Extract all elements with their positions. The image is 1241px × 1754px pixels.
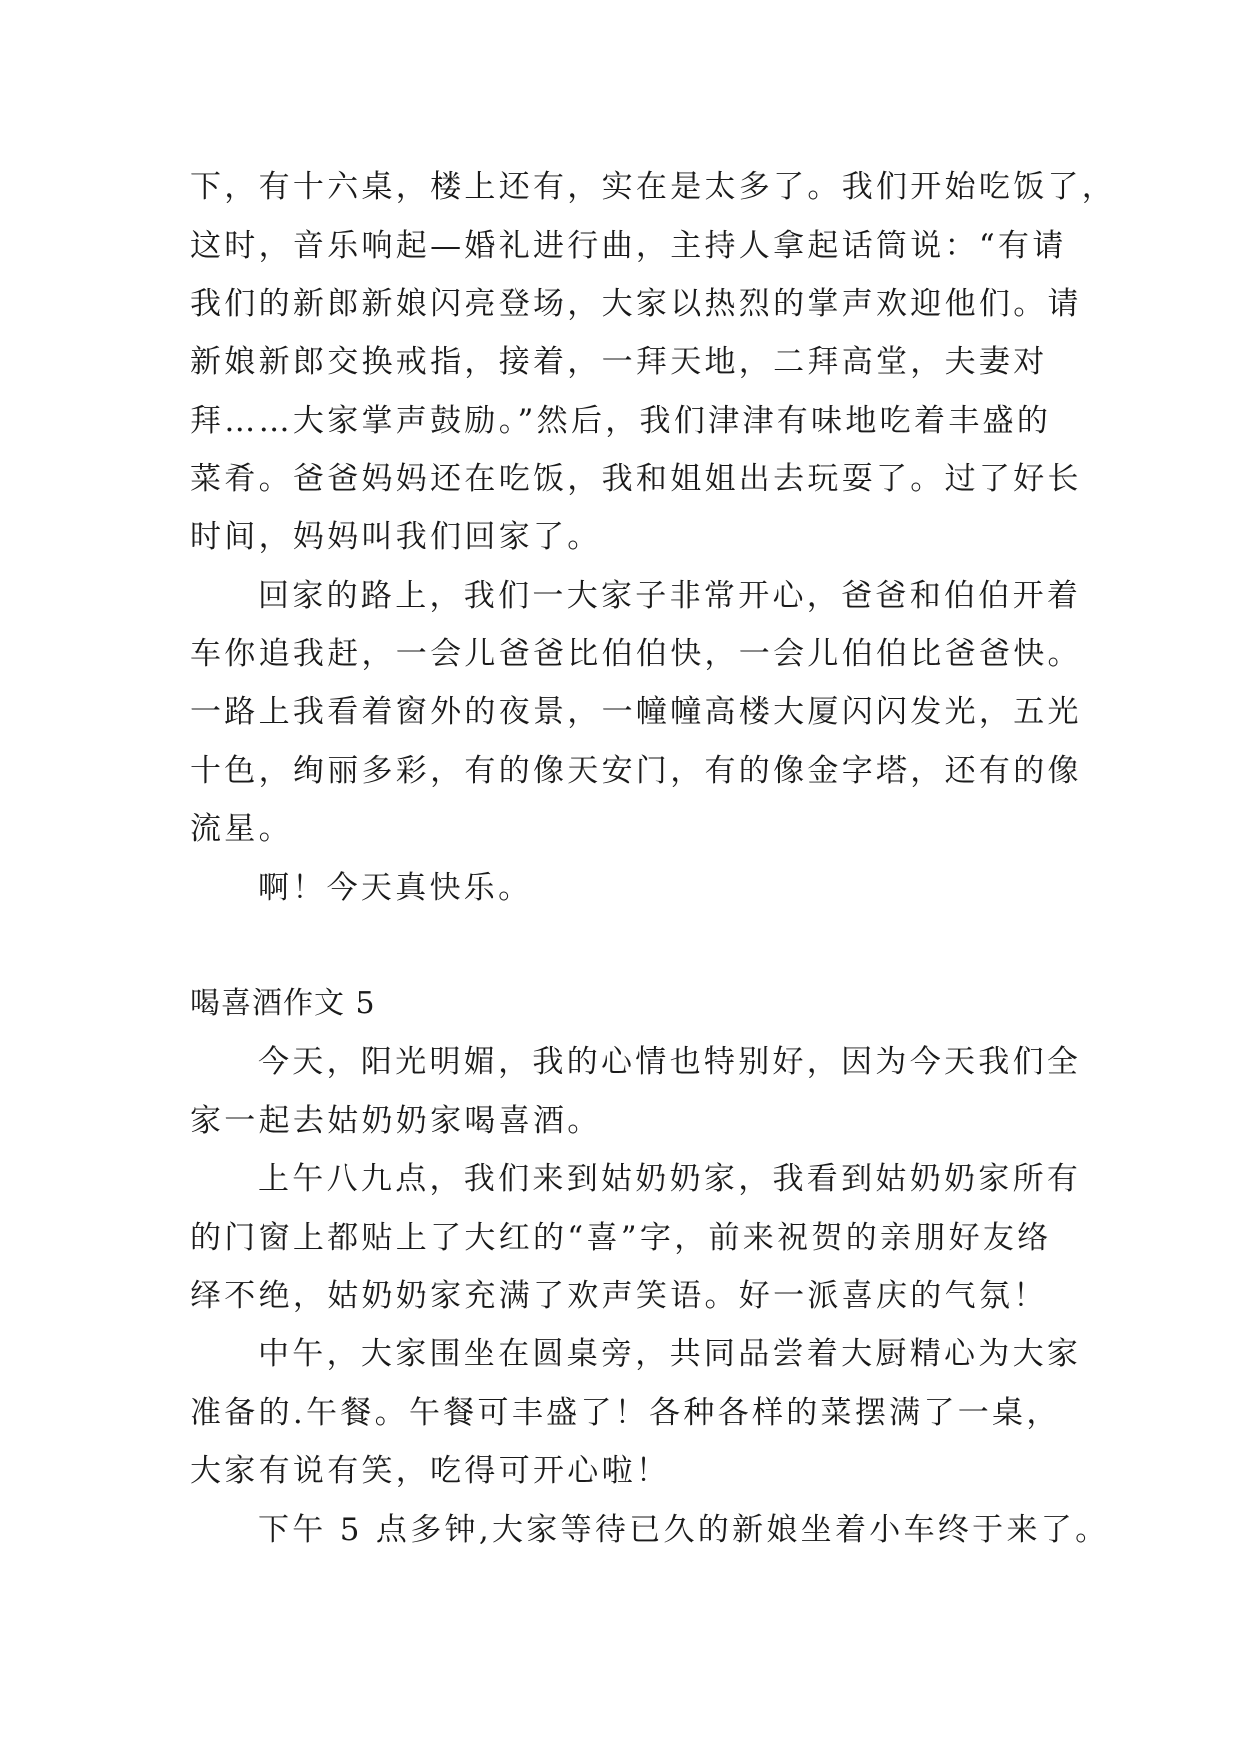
- text-line: 大家有说有笑，吃得可开心啦！: [190, 1453, 671, 1489]
- text-line: 新娘新郎交换戒指，接着，一拜天地，二拜高堂，夫妻对: [190, 344, 1048, 380]
- paragraph-first-line: 中午，大家围坐在圆桌旁，共同品尝着大厨精心为大家: [258, 1336, 1082, 1372]
- paragraph-first-line: 回家的路上，我们一大家子非常开心，爸爸和伯伯开着: [258, 578, 1082, 614]
- text-line: 绎不绝，姑奶奶家充满了欢声笑语。好一派喜庆的气氛！: [190, 1278, 1048, 1314]
- text-line: 这时，音乐响起—婚礼进行曲，主持人拿起话筒说：“有请: [190, 228, 1067, 264]
- paragraph-first-line: 今天，阳光明媚，我的心情也特别好，因为今天我们全: [258, 1044, 1082, 1080]
- text-line: 菜肴。爸爸妈妈还在吃饭，我和姐姐出去玩耍了。过了好长: [190, 461, 1082, 497]
- text-line: 准备的.午餐。午餐可丰盛了！各种各样的菜摆满了一桌，: [190, 1395, 1061, 1431]
- text-line: 拜……大家掌声鼓励。”然后，我们津津有味地吃着丰盛的: [190, 403, 1052, 439]
- text-line: 的门窗上都贴上了大红的“喜”字，前来祝贺的亲朋好友络: [190, 1220, 1052, 1256]
- text-line: 车你追我赶，一会儿爸爸比伯伯快，一会儿伯伯比爸爸快。: [190, 636, 1082, 672]
- text-line: 十色，绚丽多彩，有的像天安门，有的像金字塔，还有的像: [190, 753, 1082, 789]
- section-heading: 喝喜酒作文 5: [190, 986, 376, 1021]
- text-line: 下，有十六桌，楼上还有，实在是太多了。我们开始吃饭了，: [190, 169, 1117, 205]
- text-line: 家一起去姑奶奶家喝喜酒。: [190, 1103, 602, 1139]
- text-line: 我们的新郎新娘闪亮登场，大家以热烈的掌声欢迎他们。请: [190, 286, 1082, 322]
- text-line: 一路上我看着窗外的夜景，一幢幢高楼大厦闪闪发光，五光: [190, 694, 1082, 730]
- paragraph-first-line: 啊！今天真快乐。: [258, 870, 533, 906]
- paragraph-first-line: 上午八九点，我们来到姑奶奶家，我看到姑奶奶家所有: [258, 1161, 1082, 1197]
- text-line: 时间，妈妈叫我们回家了。: [190, 519, 602, 555]
- paragraph-first-line: 下午 5 点多钟,大家等待已久的新娘坐着小车终于来了。: [258, 1512, 1110, 1548]
- text-line: 流星。: [190, 811, 293, 847]
